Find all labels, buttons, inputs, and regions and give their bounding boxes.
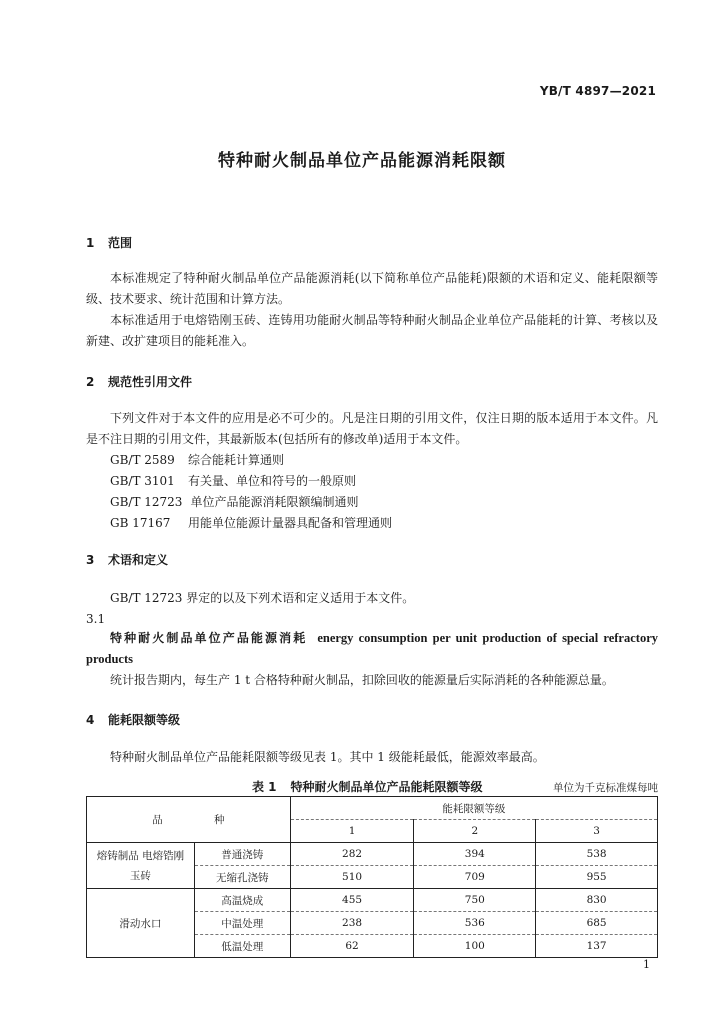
group-name: 滑动水口 xyxy=(87,889,195,958)
reference-title: 单位产品能源消耗限额编制通则 xyxy=(190,495,359,509)
value-cell: 455 xyxy=(290,889,414,912)
value-cell: 709 xyxy=(414,866,536,889)
section-4-heading xyxy=(86,711,180,728)
table-caption xyxy=(252,778,483,795)
levels-intro: 特种耐火制品单位产品能耗限额等级见表 1。其中 1 级能耗最低，能源效率最高。 xyxy=(110,750,545,764)
section-3-heading xyxy=(86,551,168,568)
scope-paragraph-2: 本标准适用于电熔锆刚玉砖、连铸用功能耐火制品等特种耐火制品企业单位产品能耗的计算、考核以及新建、改扩建项目的能耗准入。 xyxy=(86,313,658,348)
reference-code: GB/T 12723 xyxy=(110,495,183,509)
reference-item xyxy=(110,513,392,534)
value-cell: 536 xyxy=(414,912,536,935)
section-title: 规范性引用文件 xyxy=(108,375,193,389)
section-number: 2 xyxy=(86,375,95,389)
value-cell: 510 xyxy=(290,866,414,889)
document-title: 特种耐火制品单位产品能源消耗限额 xyxy=(218,151,506,171)
table-row xyxy=(87,843,658,866)
level-header: 2 xyxy=(414,820,536,843)
value-cell: 955 xyxy=(536,866,658,889)
term-entry xyxy=(86,628,658,670)
sub-type: 低温处理 xyxy=(194,935,290,958)
section-number: 4 xyxy=(86,713,95,727)
term-number: 3.1 xyxy=(86,612,106,626)
standard-code: YB/T 4897—2021 xyxy=(539,84,656,98)
sub-type: 中温处理 xyxy=(194,912,290,935)
value-cell: 394 xyxy=(414,843,536,866)
section-number: 1 xyxy=(86,236,95,250)
value-cell: 685 xyxy=(536,912,658,935)
level-header: 3 xyxy=(536,820,658,843)
reference-title: 综合能耗计算通则 xyxy=(188,453,285,467)
table-row xyxy=(87,889,658,912)
term-en: energy consumption per unit production of special refractory products xyxy=(86,631,658,666)
table-unit: 单位为千克标准煤每吨 xyxy=(553,782,658,794)
sub-type: 普通浇铸 xyxy=(194,843,290,866)
table-number: 表 1 xyxy=(252,780,277,794)
scope-paragraph-1: 本标准规定了特种耐火制品单位产品能源消耗(以下简称单位产品能耗)限额的术语和定义、能耗限额等级、技术要求、统计范围和计算方法。 xyxy=(86,271,658,306)
references-intro: 下列文件对于本文件的应用是必不可少的。凡是注日期的引用文件，仅注日期的版本适用于本文件。凡是不注日期的引用文件，其最新版本(包括所有的修改单)适用于本文件。 xyxy=(86,411,658,446)
table-title: 特种耐火制品单位产品能耗限额等级 xyxy=(290,780,483,794)
page-number: 1 xyxy=(643,958,650,971)
header-product: 品 种 xyxy=(87,797,291,843)
reference-item xyxy=(110,492,358,513)
value-cell: 538 xyxy=(536,843,658,866)
section-2-heading xyxy=(86,373,192,390)
value-cell: 100 xyxy=(414,935,536,958)
section-title: 范围 xyxy=(108,236,133,250)
reference-item xyxy=(110,450,284,471)
value-cell: 830 xyxy=(536,889,658,912)
term-definition: 统计报告期内，每生产 1 t 合格特种耐火制品，扣除回收的能源量后实际消耗的各种能源总量。 xyxy=(110,673,614,687)
reference-code: GB/T 2589 xyxy=(110,453,175,467)
value-cell: 750 xyxy=(414,889,536,912)
section-title: 术语和定义 xyxy=(108,553,169,567)
term-zh: 特种耐火制品单位产品能源消耗 xyxy=(110,631,308,645)
level-header: 1 xyxy=(290,820,414,843)
reference-title: 有关量、单位和符号的一般原则 xyxy=(188,474,357,488)
sub-type: 无缩孔浇铸 xyxy=(194,866,290,889)
header-levels: 能耗限额等级 xyxy=(290,797,657,820)
section-1-heading xyxy=(86,234,132,251)
energy-limit-table xyxy=(86,796,658,958)
section-title: 能耗限额等级 xyxy=(108,713,181,727)
sub-type: 高温烧成 xyxy=(194,889,290,912)
table-header-row xyxy=(87,797,658,820)
reference-title: 用能单位能源计量器具配备和管理通则 xyxy=(188,516,393,530)
group-name: 熔铸制品 电熔锆刚玉砖 xyxy=(87,843,195,889)
terms-intro: GB/T 12723 界定的以及下列术语和定义适用于本文件。 xyxy=(110,591,415,605)
value-cell: 62 xyxy=(290,935,414,958)
reference-item xyxy=(110,471,356,492)
section-number: 3 xyxy=(86,553,95,567)
reference-code: GB 17167 xyxy=(110,516,171,530)
value-cell: 137 xyxy=(536,935,658,958)
value-cell: 238 xyxy=(290,912,414,935)
reference-code: GB/T 3101 xyxy=(110,474,175,488)
value-cell: 282 xyxy=(290,843,414,866)
